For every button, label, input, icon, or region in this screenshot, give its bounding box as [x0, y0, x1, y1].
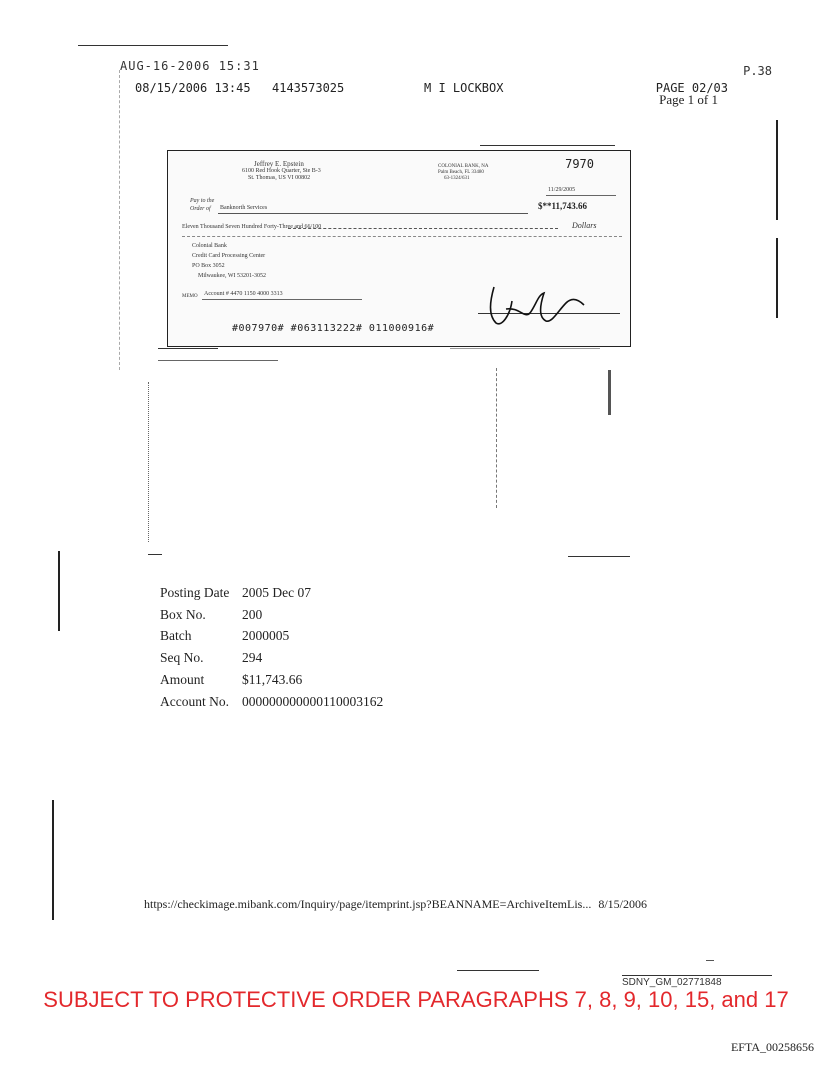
amount-words-line — [288, 228, 558, 229]
check-front — [167, 150, 631, 347]
memo-label: MEMO — [182, 294, 198, 299]
seq-no-value: 294 — [242, 650, 263, 666]
seq-no-row — [160, 647, 383, 669]
posting-date-row — [160, 582, 383, 604]
address-line-3: PO Box 3052 — [192, 263, 225, 269]
amount-words: Eleven Thousand Seven Hundred Forty-Three and 66/100 — [182, 224, 322, 230]
posting-date-label: Posting Date — [160, 585, 230, 600]
address-line-1: Colonial Bank — [192, 243, 227, 249]
payer-address-1: 6100 Red Hook Quarter, Ste B-3 — [242, 168, 321, 174]
fax-timestamp: AUG-16-2006 15:31 — [120, 59, 260, 73]
pay-to-label-2: Order of — [190, 206, 211, 212]
fax-sender: M I LOCKBOX — [424, 81, 504, 95]
left-edge-noise — [148, 382, 169, 542]
check-bottom-rule — [158, 348, 218, 349]
print-date: 8/15/2006 — [598, 897, 648, 911]
check-number: 7970 — [565, 157, 594, 171]
box-no-label: Box No. — [160, 606, 206, 622]
bank-routing: 63-1324/631 — [444, 176, 470, 181]
payer-address-2: St. Thomas, US VI 00802 — [248, 175, 311, 181]
address-divider — [182, 236, 622, 237]
account-no-row — [160, 691, 383, 713]
fax-phone: 4143573025 — [272, 81, 345, 95]
seq-no-label: Seq No. — [160, 650, 204, 666]
address-line-4: Milwaukee, WI 53201-3052 — [198, 273, 267, 279]
box-no-row — [160, 604, 383, 626]
footer-rule-3 — [706, 960, 714, 961]
efta-number: EFTA_00258656 — [730, 1040, 814, 1054]
fax-page-code: P.38 — [743, 64, 772, 78]
payee-line — [218, 213, 528, 214]
box-no-value: 200 — [242, 606, 263, 622]
bank-city: Palm Beach, FL 33480 — [438, 170, 484, 175]
pay-to-label-1: Pay to the — [190, 198, 215, 204]
scan-edge-left-mid — [58, 551, 60, 631]
address-line-2: Credit Card Processing Center — [192, 253, 266, 259]
batch-row — [160, 625, 383, 647]
posting-info — [160, 582, 383, 712]
check-back-bottom-rule — [148, 554, 162, 555]
divider-top-right — [480, 145, 615, 146]
top-rule — [78, 45, 228, 46]
check-amount: $**11,743.66 — [538, 201, 588, 211]
micr-line: #007970# #063113222# 011000916# — [232, 323, 435, 334]
posting-date-value: 2005 Dec 07 — [242, 585, 311, 600]
endorsement-stamp — [496, 368, 511, 508]
check-bottom-rule-2 — [450, 348, 600, 349]
scan-edge-left-bottom — [52, 800, 54, 920]
account-no-label: Account No. — [160, 693, 229, 709]
footer-rule-2 — [622, 975, 772, 976]
endorsement-mark — [608, 370, 611, 415]
payer-name: Jeffrey E. Epstein — [254, 160, 304, 168]
check-back-bottom-rule-2 — [568, 556, 630, 557]
source-url[interactable]: https://checkimage.mibank.com/Inquiry/page/itemprint.jsp?BEANNAME=ArchiveItemLis... — [144, 897, 592, 911]
check-back-top-rule — [158, 360, 278, 361]
scan-edge-right-mid — [776, 238, 778, 318]
scan-edge-left — [119, 70, 121, 370]
page-of-label: Page 1 of 1 — [659, 92, 718, 107]
amount-label: Amount — [160, 671, 205, 687]
account-no-value: 000000000000110003162 — [242, 693, 384, 709]
fax-date-time: 08/15/2006 13:45 — [135, 81, 251, 95]
memo-text: Account # 4470 1150 4000 3313 — [204, 291, 283, 297]
signature — [480, 281, 590, 329]
check-date: 11/29/2005 — [548, 187, 576, 193]
bates-number: SDNY_GM_02771848 — [622, 977, 722, 988]
memo-line — [202, 299, 362, 300]
fax-page: PAGE 02/03 — [655, 81, 728, 95]
scan-edge-right-top — [776, 120, 778, 220]
check-back — [148, 362, 630, 557]
protective-order-notice: SUBJECT TO PROTECTIVE ORDER PARAGRAPHS 7, 8, 9, 10, 15, and 17 — [43, 987, 789, 1012]
batch-value: 2000005 — [242, 628, 290, 644]
amount-value: $11,743.66 — [242, 671, 303, 687]
bank-name: COLONIAL BANK, NA — [438, 164, 489, 169]
date-line — [546, 195, 616, 196]
dollars-label: Dollars — [572, 221, 597, 230]
source-url-row — [144, 897, 647, 912]
amount-row — [160, 669, 383, 691]
payee-name: Banknorth Services — [220, 205, 268, 211]
footer-rule-1 — [457, 970, 539, 971]
batch-label: Batch — [160, 628, 192, 644]
